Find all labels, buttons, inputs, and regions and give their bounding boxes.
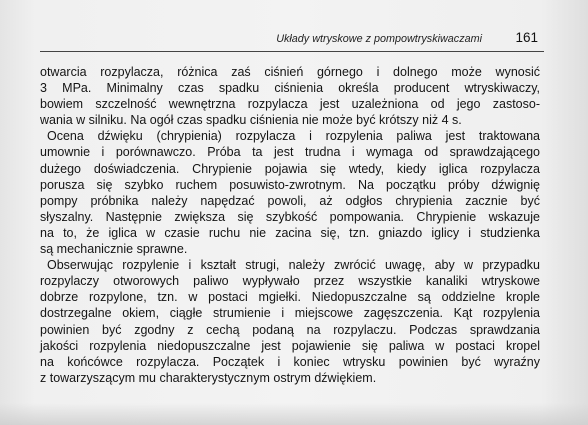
text-line: bowiem szczelność wewnętrzna rozpylacza jest uzależniona od jego zastoso-: [40, 97, 540, 112]
header-rule: [40, 51, 544, 52]
text-line: dostrzegalne okiem, ciągłe strumienie i miejscowe zagęszczenia. Kąt rozpylenia: [40, 306, 540, 321]
text-line: porusza się szybko ruchem posuwisto-zwrotnym. Na początku próby dźwignię: [40, 177, 540, 192]
text-line: na końcówce rozpylacza. Początek i koniec wtrysku powinien być wyraźny: [40, 354, 540, 369]
text-line: Obserwując rozpylenie i kształt strugi, należy zwrócić uwagę, aby w przypadku: [47, 258, 540, 273]
text-line: otwarcia rozpylacza, różnica zaś ciśnień górnego i dolnego może wynosić: [40, 65, 540, 79]
text-line: 3 MPa. Minimalny czas spadku ciśnienia określa producent wtryskiwaczy,: [40, 81, 540, 96]
text-line: z towarzyszącym mu charakterystycznym ostrym dźwiękiem.: [40, 370, 377, 385]
text-line: słyszalny. Następnie zwiększa się szybkość pompowania. Chrypienie wskazuje: [40, 209, 540, 224]
text-line: są mechanicznie sprawne.: [40, 242, 188, 257]
text-line: dużego doświadczenia. Chrypienie pojawia się wtedy, kiedy iglica rozpylacza: [40, 161, 540, 176]
text-line: powinien być zgodny z cechą podaną na rozpylaczu. Podczas sprawdzania: [40, 322, 540, 337]
text-line: wania w silniku. Na ogół czas spadku ciśnienia nie może być krótszy niż 4 s.: [40, 113, 462, 128]
text-line: pompy próbnika należy napędzać powoli, aż odgłos chrypienia zacznie być: [40, 193, 540, 208]
text-line: umownie i porównawczo. Próba ta jest trudna i wymaga od sprawdzającego: [40, 145, 540, 160]
running-title: Układy wtryskowe z pompowtryskiwaczami: [276, 33, 482, 45]
page-number: 161: [515, 30, 538, 45]
body-text: [40, 64, 540, 386]
text-line: dobrze rozpylone, tzn. w postaci mgiełki. Niedopuszczalne są oddzielne krople: [40, 290, 540, 305]
text-line: jakości rozpylenia niedopuszczalne jest pojawienie się paliwa w postaci kropel: [40, 338, 540, 353]
text-line: Ocena dźwięku (chrypienia) rozpylacza i rozpylenia paliwa jest traktowana: [47, 129, 540, 144]
text-line: rozpylaczy otworowych paliwo wypływało przez wszystkie kanaliki wtryskowe: [40, 274, 540, 289]
page-header: [40, 30, 544, 46]
text-line: na to, że iglica w czasie ruchu nie zacina się, tzn. gniazdo iglicy i studzienka: [40, 225, 540, 240]
